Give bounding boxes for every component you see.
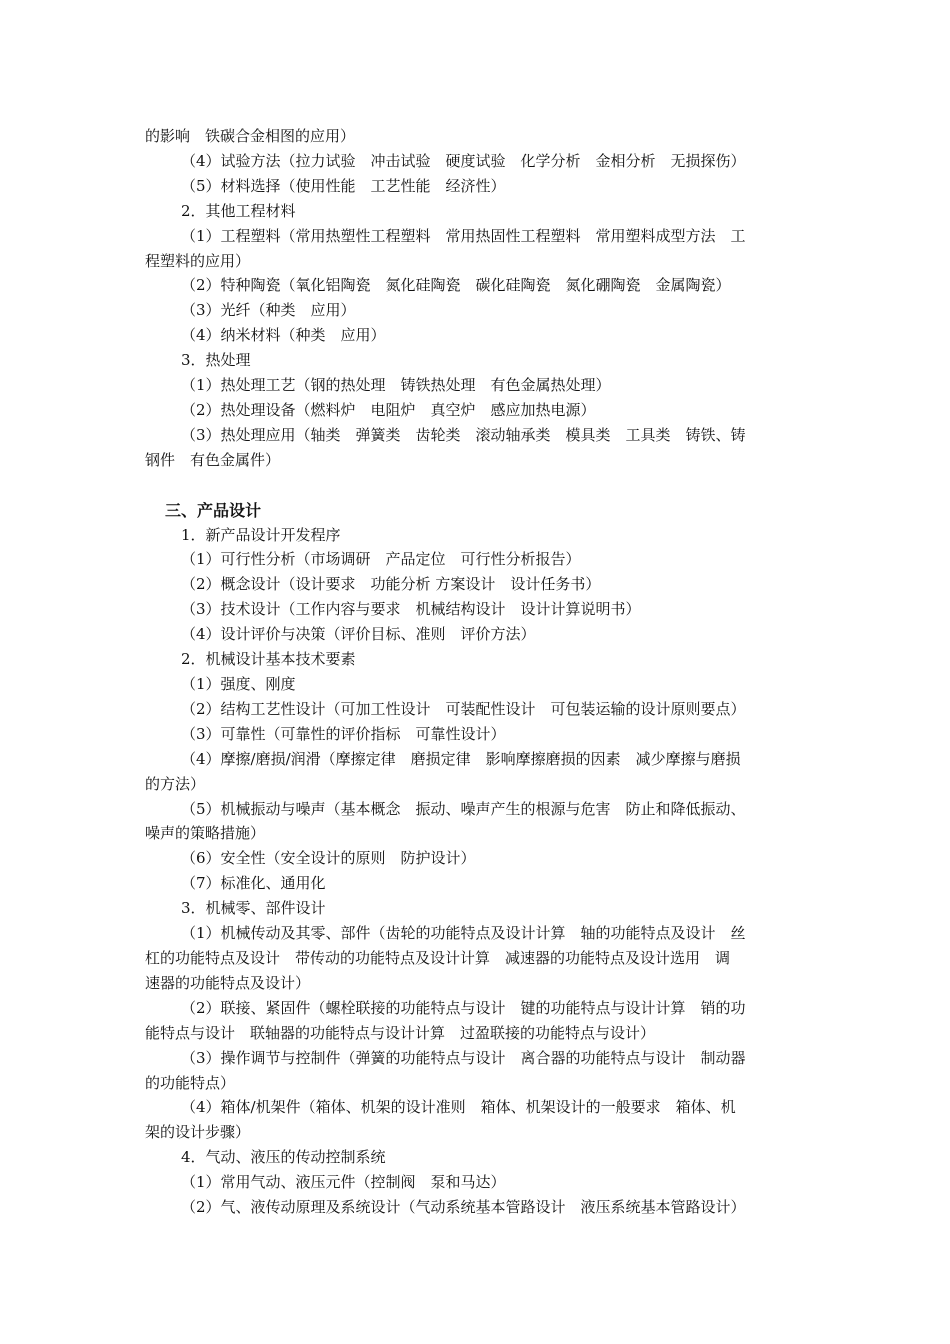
text-line: （1）机械传动及其零、部件（齿轮的功能特点及设计计算 轴的功能特点及设计 丝 xyxy=(181,924,746,943)
text-line: 的方法） xyxy=(145,774,206,793)
text-line: （2）结构工艺性设计（可加工性设计 可装配性设计 可包装运输的设计原则要点） xyxy=(181,699,746,718)
blank-line xyxy=(145,473,807,498)
text-line: 1．新产品设计开发程序 xyxy=(181,525,341,544)
text-line: （7）标准化、通用化 xyxy=(181,874,326,893)
text-line: 速器的功能特点及设计） xyxy=(145,973,311,992)
text-line: （4）摩擦/磨损/润滑（摩擦定律 磨损定律 影响摩擦磨损的因素 减少摩擦与磨损 xyxy=(181,749,741,768)
text-line: （4）设计评价与决策（评价目标、准则 评价方法） xyxy=(181,625,536,644)
text-line: 的功能特点） xyxy=(145,1073,236,1092)
text-line: 2．其他工程材料 xyxy=(181,201,296,220)
text-line: （6）安全性（安全设计的原则 防护设计） xyxy=(181,849,476,868)
text-line: （2）联接、紧固件（螺栓联接的功能特点与设计 键的功能特点与设计计算 销的功 xyxy=(181,998,746,1017)
text-line: （1）工程塑料（常用热塑性工程塑料 常用热固性工程塑料 常用塑料成型方法 工 xyxy=(181,226,746,245)
text-line: （1）热处理工艺（钢的热处理 铸铁热处理 有色金属热处理） xyxy=(181,376,611,395)
text-line: 架的设计步骤） xyxy=(145,1123,251,1142)
text-line: （1）常用气动、液压元件（控制阀 泵和马达） xyxy=(181,1173,506,1192)
text-line: （5）机械振动与噪声（基本概念 振动、噪声产生的根源与危害 防止和降低振动、 xyxy=(181,799,746,818)
text-line: （3）操作调节与控制件（弹簧的功能特点与设计 离合器的功能特点与设计 制动器 xyxy=(181,1048,746,1067)
text-line: （2）特种陶瓷（氧化铝陶瓷 氮化硅陶瓷 碳化硅陶瓷 氮化硼陶瓷 金属陶瓷） xyxy=(181,276,731,295)
text-line: （4）纳米材料（种类 应用） xyxy=(181,326,386,345)
text-line: 2．机械设计基本技术要素 xyxy=(181,650,356,669)
text-line: 杠的功能特点及设计 带传动的功能特点及设计计算 减速器的功能特点及设计选用 调 xyxy=(145,948,731,967)
text-line: 的影响 铁碳合金相图的应用） xyxy=(145,127,356,145)
text-line: （3）热处理应用（轴类 弹簧类 齿轮类 滚动轴承类 模具类 工具类 铸铁、铸 xyxy=(181,425,746,444)
text-line: 钢件 有色金属件） xyxy=(145,450,281,469)
text-line: （1）可行性分析（市场调研 产品定位 可行性分析报告） xyxy=(181,550,581,569)
text-line: 3．机械零、部件设计 xyxy=(181,899,326,918)
text-line: 3．热处理 xyxy=(181,351,251,370)
text-line: （4）箱体/机架件（箱体、机架的设计准则 箱体、机架设计的一般要求 箱体、机 xyxy=(181,1098,736,1117)
document-page xyxy=(145,124,807,1220)
text-line: （2）概念设计（设计要求 功能分析 方案设计 设计任务书） xyxy=(181,575,601,594)
text-line: 程塑料的应用） xyxy=(145,251,251,270)
text-line: 噪声的策略措施） xyxy=(145,824,266,843)
text-line: 4．气动、液压的传动控制系统 xyxy=(181,1148,386,1167)
text-line: 能特点与设计 联轴器的功能特点与设计计算 过盈联接的功能特点与设计） xyxy=(145,1023,656,1042)
section-heading: 三、产品设计 xyxy=(165,500,262,520)
text-line: （3）光纤（种类 应用） xyxy=(181,301,356,320)
text-line: （2）气、液传动原理及系统设计（气动系统基本管路设计 液压系统基本管路设计） xyxy=(181,1198,746,1217)
text-line: （3）技术设计（工作内容与要求 机械结构设计 设计计算说明书） xyxy=(181,600,641,619)
text-line: （2）热处理设备（燃料炉 电阻炉 真空炉 感应加热电源） xyxy=(181,400,596,419)
text-line: （1）强度、刚度 xyxy=(181,675,296,694)
text-line: （4）试验方法（拉力试验 冲击试验 硬度试验 化学分析 金相分析 无损探伤） xyxy=(181,151,746,170)
text-line: （3）可靠性（可靠性的评价指标 可靠性设计） xyxy=(181,724,506,743)
text-line: （5）材料选择（使用性能 工艺性能 经济性） xyxy=(181,176,506,195)
